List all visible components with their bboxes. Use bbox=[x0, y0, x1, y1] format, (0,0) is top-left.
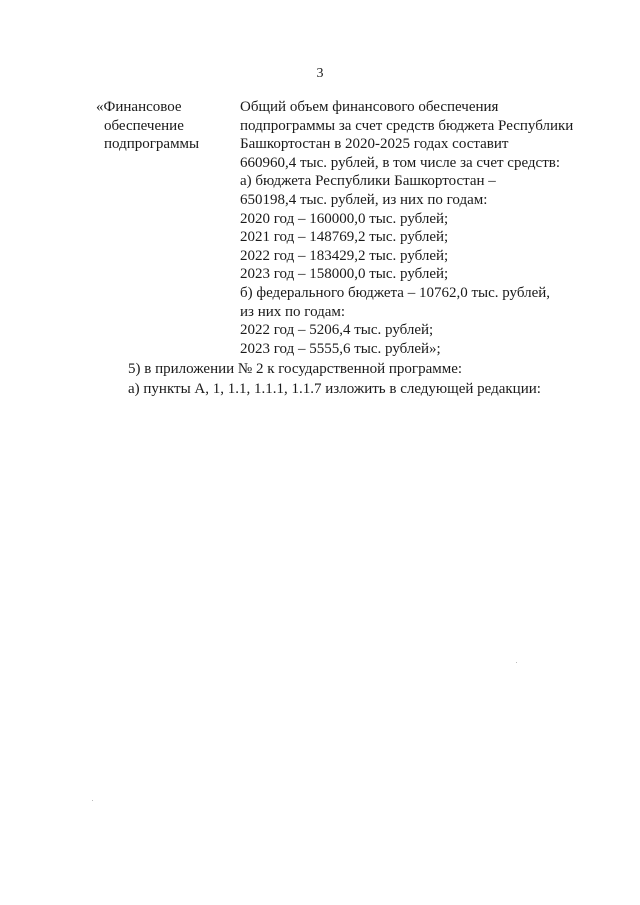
passport-content-line: Башкортостан в 2020-2025 годах составит bbox=[240, 136, 509, 153]
passport-label-line: обеспечение bbox=[104, 117, 184, 134]
passport-content-line: 2022 год – 183429,2 тыс. рублей; bbox=[240, 247, 449, 264]
passport-content-line: 2021 год – 148769,2 тыс. рублей; bbox=[240, 229, 449, 246]
passport-content-line: 650198,4 тыс. рублей, из них по годам: bbox=[240, 191, 488, 208]
amendment-item-5: 5) в приложении № 2 к государственной программе: bbox=[128, 361, 463, 377]
passport-content-line: Общий объем финансового обеспечения bbox=[240, 99, 499, 115]
passport-content-line: а) бюджета Республики Башкортостан – bbox=[240, 173, 496, 190]
passport-label-line: подпрограммы bbox=[104, 136, 200, 153]
passport-content-line: 660960,4 тыс. рублей, в том числе за счет средств: bbox=[240, 154, 561, 171]
passport-content-line: из них по годам: bbox=[240, 303, 346, 320]
scan-speck bbox=[92, 800, 93, 801]
passport-label bbox=[96, 98, 226, 154]
passport-content-line: б) федерального бюджета – 10762,0 тыс. рублей, bbox=[240, 284, 551, 301]
passport-content-line: 2023 год – 158000,0 тыс. рублей; bbox=[240, 266, 449, 283]
page-number: 3 bbox=[316, 66, 324, 81]
passport-content-line: 2022 год – 5206,4 тыс. рублей; bbox=[240, 322, 434, 339]
passport-label-line: «Финансовое bbox=[96, 99, 182, 115]
passport-content-line: 2020 год – 160000,0 тыс. рублей; bbox=[240, 210, 449, 227]
passport-content bbox=[240, 98, 600, 358]
amendment-item-a: а) пункты А, 1, 1.1, 1.1.1, 1.1.7 изложить в следующей редакции: bbox=[128, 381, 541, 397]
passport-content-line: подпрограммы за счет средств бюджета Республики bbox=[240, 117, 574, 134]
scan-speck bbox=[516, 662, 517, 663]
passport-content-line: 2023 год – 5555,6 тыс. рублей»; bbox=[240, 340, 441, 357]
